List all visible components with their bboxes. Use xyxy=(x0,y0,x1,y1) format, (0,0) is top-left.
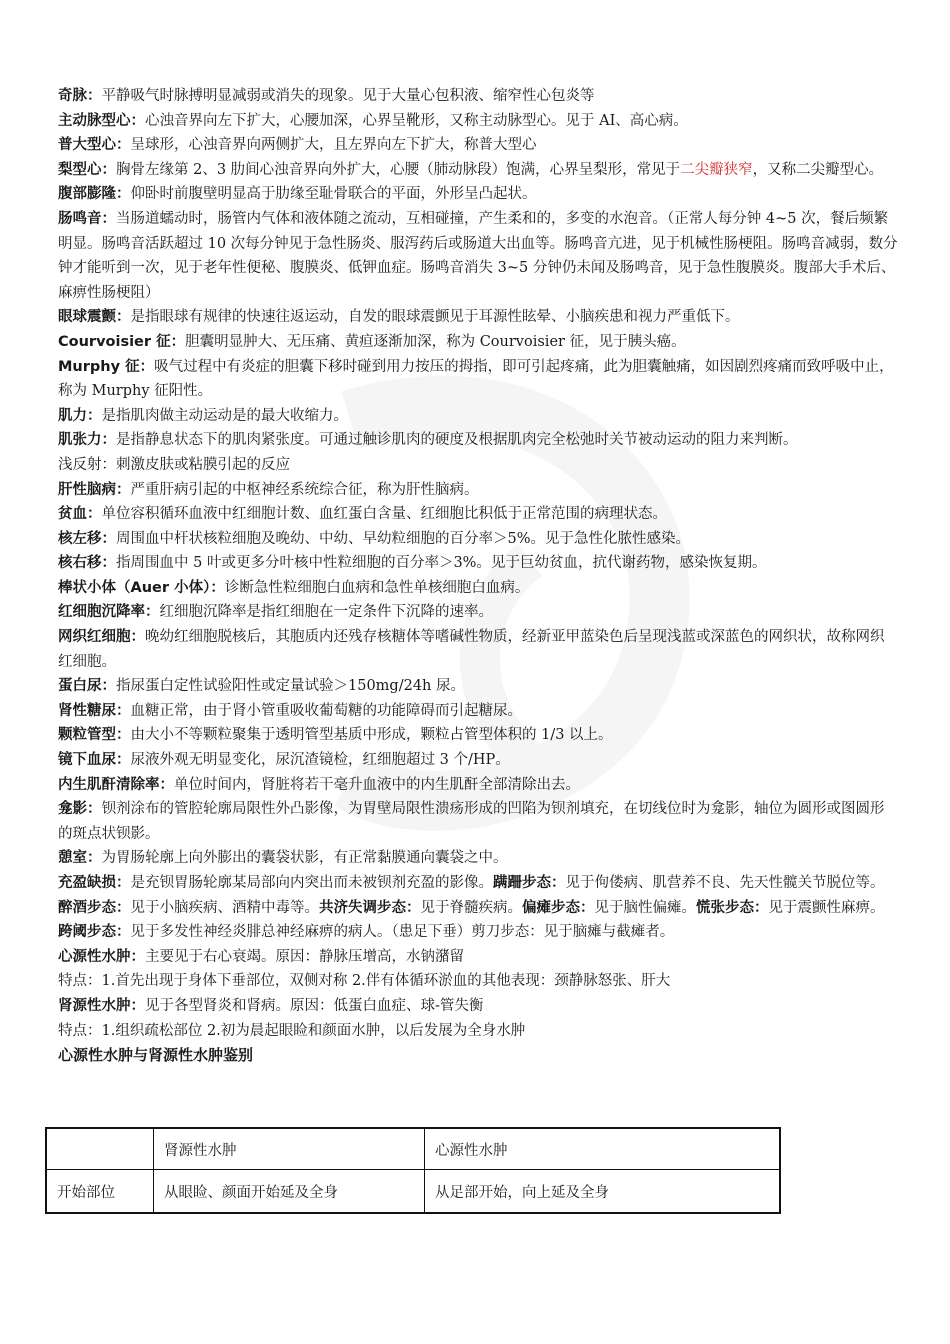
table-cell: 肾源性水肿 xyxy=(154,1128,425,1170)
entry-term: 镜下血尿： xyxy=(58,752,131,769)
entry-term: 偏瘫步态： xyxy=(522,899,595,916)
table-cell: 从足部开始，向上延及全身 xyxy=(425,1170,781,1214)
entry-text: 见于多发性神经炎腓总神经麻痹的病人。（患足下垂）剪刀步态：见于脑瘫与截瘫者。 xyxy=(130,924,675,941)
entry-text: 血糖正常，由于肾小管重吸收葡萄糖的功能障碍而引起糖尿。 xyxy=(130,702,522,719)
entry-term: 主动脉型心： xyxy=(58,112,145,129)
entry-term: 肌张力： xyxy=(58,432,116,449)
table-cell xyxy=(46,1128,154,1170)
table-cell: 开始部位 xyxy=(46,1170,154,1214)
entry-paragraph xyxy=(58,797,898,846)
entry-term: 慌张步态： xyxy=(696,899,769,916)
entry-term: 蛋白尿： xyxy=(58,678,116,695)
entry-text: 单位容积循环血液中红细胞计数、血红蛋白含量、红细胞比积低于正常范围的病理状态。 xyxy=(101,506,667,523)
entry-text: 周围血中杆状核粒细胞及晚幼、中幼、早幼粒细胞的百分率＞5%。见于急性化脓性感染。 xyxy=(116,530,690,547)
entry-term: 颗粒管型： xyxy=(58,727,131,744)
table-header-row xyxy=(46,1128,780,1170)
entry-text: 单位时间内，肾脏将若干毫升血液中的内生肌酐全部清除出去。 xyxy=(174,776,580,793)
entry-paragraph xyxy=(58,330,898,355)
entry-term: 心源性水肿： xyxy=(58,948,145,965)
entry-term: 腹部膨隆： xyxy=(58,186,131,203)
entry-text: 胸骨左缘第 2、3 肋间心浊音界向外扩大，心腰（肺动脉段）饱满，心界呈梨形，常见于 xyxy=(116,161,681,178)
entry-paragraph xyxy=(58,699,898,724)
entry-text: 胆囊明显肿大、无压痛、黄疸逐渐加深，称为 Courvoisier 征，见于胰头癌。 xyxy=(185,333,686,350)
entry-term: 眼球震颤： xyxy=(58,309,131,326)
entry-term: 憩室： xyxy=(58,850,102,867)
entry-paragraph xyxy=(58,453,898,478)
table-title: 心源性水肿与肾源性水肿鉴别 xyxy=(58,1046,254,1065)
entry-term: 网织红细胞： xyxy=(58,629,145,646)
entry-term: 红细胞沉降率： xyxy=(58,604,160,621)
entry-paragraph xyxy=(58,551,898,576)
entry-term: 贫血： xyxy=(58,506,102,523)
entry-text: 见于各型肾炎和肾病。原因：低蛋白血症、球-管失衡 xyxy=(145,997,484,1014)
entry-term: 蹒跚步态： xyxy=(493,875,566,891)
entry-text: 红细胞沉降率是指红细胞在一定条件下沉降的速率。 xyxy=(159,604,493,621)
entry-text: 由大小不等颗粒聚集于透明管型基质中形成，颗粒占管型体积的 1/3 以上。 xyxy=(130,727,613,744)
entry-paragraph xyxy=(58,404,898,429)
entry-text: 晚幼红细胞脱核后，其胞质内还残存核糖体等嗜碱性物质，经新亚甲蓝染色后呈现浅蓝或深蓝色的网织状，故称网织红细胞。 xyxy=(58,629,885,670)
entry-text: 特点：1.组织疏松部位 2.初为晨起眼睑和颜面水肿，以后发展为全身水肿 xyxy=(58,1022,526,1039)
entry-term: 充盈缺损： xyxy=(58,875,131,891)
entry-text: ，又称二尖瓣型心。 xyxy=(752,161,884,178)
entry-text: 指周围血中 5 叶或更多分叶核中性粒细胞的百分率＞3%。见于巨幼贫血，抗代谢药物，感染恢复期。 xyxy=(116,555,767,572)
comparison-table xyxy=(45,1127,781,1214)
entry-paragraph xyxy=(58,109,898,134)
entry-paragraph xyxy=(58,600,898,625)
entry-paragraph xyxy=(58,527,898,552)
entry-text: 心浊音界向左下扩大，心腰加深，心界呈靴形，又称主动脉型心。见于 AI、高心病。 xyxy=(145,112,688,129)
entry-text: 指尿蛋白定性试验阳性或定量试验＞150mg/24h 尿。 xyxy=(116,678,465,695)
entry-term: 梨型心： xyxy=(58,161,116,178)
edema-paragraph xyxy=(58,1019,898,1044)
entry-term: Murphy 征： xyxy=(58,358,155,375)
entry-term: 普大型心： xyxy=(58,137,131,154)
entry-term: 棒状小体（Auer 小体）： xyxy=(58,579,225,596)
entry-paragraph xyxy=(58,133,898,158)
entry-term: 肠鸣音： xyxy=(58,210,116,227)
entry-text: 为胃肠轮廓上向外膨出的囊袋状影，有正常黏膜通向囊袋之中。 xyxy=(101,850,508,867)
entry-text: 呈球形，心浊音界向两侧扩大，且左界向左下扩大，称普大型心 xyxy=(130,137,537,154)
entry-text: 见于佝偻病、肌营养不良、先天性髋关节脱位等。 xyxy=(565,875,885,891)
entry-paragraph xyxy=(58,625,898,674)
entry-paragraph xyxy=(58,207,898,305)
edema-paragraph xyxy=(58,994,898,1019)
entry-text: 是指眼球有规律的快速往返运动，自发的眼球震颤见于耳源性眩晕、小脑疾患和视力严重低下。 xyxy=(130,309,740,326)
entry-text: 是指静息状态下的肌肉紧张度。可通过触诊肌肉的硬度及根据肌肉完全松弛时关节被动运动的阻力来判断。 xyxy=(116,432,798,449)
table-row xyxy=(46,1170,780,1214)
entry-term: 醉酒步态： xyxy=(58,899,131,916)
entry-paragraph xyxy=(58,182,898,207)
entry-term: 共济失调步态： xyxy=(319,899,421,916)
entry-paragraph xyxy=(58,478,898,503)
entry-text: 当肠道蠕动时，肠管内气体和液体随之流动，互相碰撞，产生柔和的，多变的水泡音。（正常人每分钟 4~5 次，餐后频繁明显。肠鸣音活跃超过 10 次每分钟见于急性肠炎、服泻药后或肠道大出血等。肠鸣音亢进，见于机械性肠梗阻。肠鸣音减弱，数分钟才能听到一次，见于老年性便秘、腹膜炎、低钾血症。肠鸣音消失 3~5 分钟仍未闻及肠鸣音，见于急性腹膜炎。腹部大手术后、麻痹性肠梗阻） xyxy=(58,210,898,301)
entry-paragraph xyxy=(58,355,898,404)
highlight-text: 二尖瓣狭窄 xyxy=(680,161,753,178)
entry-text: 吸气过程中有炎症的胆囊下移时碰到用力按压的拇指，即可引起疼痛，此为胆囊触痛，如因剧烈疼痛而致呼吸中止，称为 Murphy 征阳性。 xyxy=(58,358,894,400)
document-body xyxy=(58,84,898,1068)
entry-text: 是指肌肉做主动运动是的最大收缩力。 xyxy=(101,407,348,424)
entry-paragraph xyxy=(58,674,898,699)
entry-text: 见于脑性偏瘫。 xyxy=(594,899,696,916)
entry-term: 肌力： xyxy=(58,407,102,424)
entry-text: 严重肝病引起的中枢神经系统综合征，称为肝性脑病。 xyxy=(130,481,479,498)
entry-text: 诊断急性粒细胞白血病和急性单核细胞白血病。 xyxy=(224,579,530,596)
entry-paragraph xyxy=(58,84,898,109)
entry-text: 尿液外观无明显变化，尿沉渣镜检，红细胞超过 3 个/HP。 xyxy=(130,752,510,769)
entry-text: 见于震颤性麻痹。 xyxy=(768,899,885,916)
entry-term: 奇脉： xyxy=(58,88,102,104)
entry-term: 肾源性水肿： xyxy=(58,997,145,1014)
entry-text: 浅反射：刺激皮肤或粘膜引起的反应 xyxy=(58,456,290,473)
entry-term: 核右移： xyxy=(58,555,116,572)
entry-text: 见于小脑疾病、酒精中毒等。 xyxy=(130,899,319,916)
entry-text: 平静吸气时脉搏明显减弱或消失的现象。见于大量心包积液、缩窄性心包炎等 xyxy=(101,88,595,104)
entry-text: 钡剂涂布的管腔轮廓局限性外凸影像，为胃壁局限性溃疡形成的凹陷为钡剂填充，在切线位时为龛影，轴位为圆形或图圆形的斑点状钡影。 xyxy=(58,801,885,842)
entry-paragraph xyxy=(58,723,898,748)
entry-term: 内生肌酐清除率： xyxy=(58,776,174,793)
edema-paragraph xyxy=(58,945,898,970)
entry-term: 跨阈步态： xyxy=(58,924,131,941)
entry-paragraph xyxy=(58,305,898,330)
table-cell: 心源性水肿 xyxy=(425,1128,781,1170)
entry-term: Courvoisier 征： xyxy=(58,333,186,350)
entry-text: 主要见于右心衰竭。原因：静脉压增高，水钠潴留 xyxy=(145,948,464,965)
entry-paragraph xyxy=(58,502,898,527)
entry-paragraph xyxy=(58,428,898,453)
entry-text: 见于脊髓疾病。 xyxy=(420,899,522,916)
gait-paragraph xyxy=(58,871,898,945)
table-cell: 从眼睑、颜面开始延及全身 xyxy=(154,1170,425,1214)
entry-paragraph xyxy=(58,158,898,183)
entry-text: 特点：1.首先出现于身体下垂部位，双侧对称 2.伴有体循环淤血的其他表现：颈静脉怒张、肝大 xyxy=(58,973,671,990)
entry-paragraph xyxy=(58,748,898,773)
entry-term: 核左移： xyxy=(58,530,116,547)
entry-text: 是充钡胃肠轮廓某局部向内突出而未被钡剂充盈的影像。 xyxy=(130,875,493,891)
entry-term: 肝性脑病： xyxy=(58,481,131,498)
entry-term: 肾性糖尿： xyxy=(58,702,131,719)
entry-paragraph xyxy=(58,773,898,798)
entry-term: 龛影： xyxy=(58,801,102,818)
entry-paragraph xyxy=(58,576,898,601)
entry-paragraph xyxy=(58,846,898,871)
entry-text: 仰卧时前腹壁明显高于肋缘至耻骨联合的平面，外形呈凸起状。 xyxy=(130,186,537,203)
edema-paragraph xyxy=(58,969,898,994)
